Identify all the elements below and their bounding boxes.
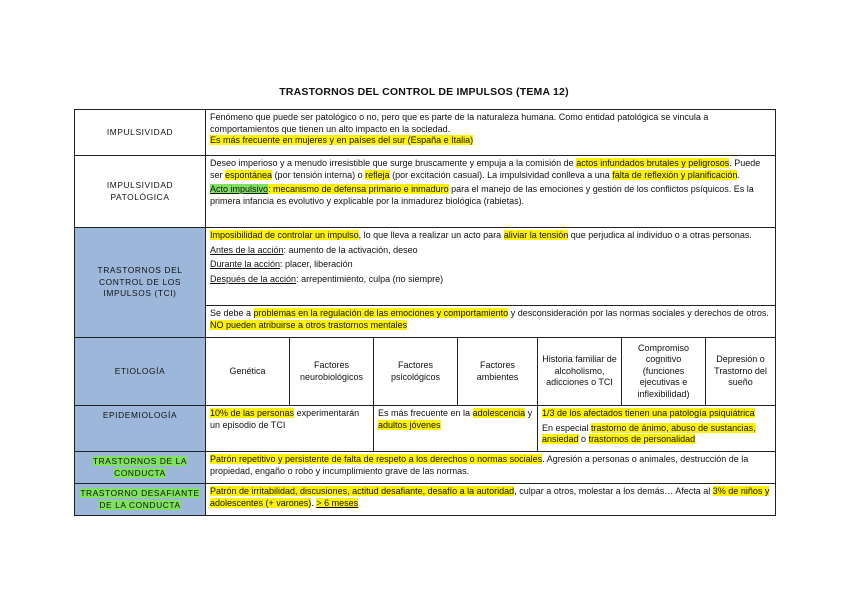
despues-label: Después de la acción [210, 273, 297, 284]
patologica-content [206, 156, 776, 228]
epidemiologia-c1 [206, 406, 374, 452]
row-etiologia [75, 338, 776, 406]
highlight: actos infundados brutales y peligrosos [576, 158, 730, 168]
text: para el manejo de las emociones y gestión de los conflictos psíquicos. Es la primera infancia es evolutivo y explicable por la inmadurez biológica (rabietas). [210, 184, 754, 206]
text: , culpar a otros, molestar a los demás… Afecta al [514, 486, 713, 496]
text: . [311, 497, 317, 508]
page-title: TRASTORNOS DEL CONTROL DE IMPULSOS (TEMA 12) [279, 86, 569, 98]
impulsividad-content [206, 110, 776, 156]
row-desafiante [75, 484, 776, 516]
text: : arrepentimiento, culpa (no siempre) [296, 273, 444, 284]
label-impulsividad-patologica [75, 156, 206, 228]
antes-label: Antes de la acción [210, 244, 284, 255]
highlight: problemas en la regulación de las emociones y comportamiento [253, 308, 509, 318]
label-line: IMPULSOS (TCI) [103, 288, 177, 299]
highlight: trastornos de personalidad [588, 434, 696, 444]
text: (por tensión interna) o [272, 169, 366, 180]
durante-label: Durante la acción [210, 259, 281, 269]
highlight: espontánea [225, 169, 273, 180]
label-line: CONDUCTA [114, 467, 166, 478]
label-etiologia: ETIOLOGÍA [75, 338, 206, 406]
row-tci [75, 228, 776, 306]
text: y desconsideración por las normas sociales y derechos de otros. [508, 308, 769, 318]
etiologia-item: Compromiso cognitivo (funciones ejecutivas e inflexibilidad) [622, 338, 706, 406]
row-epidemiologia [75, 406, 776, 452]
highlight: trastorno de ánimo, abuso de sustancias, ansiedad [542, 422, 756, 444]
etiologia-item: Factores ambientes [458, 338, 538, 406]
label-impulsividad: IMPULSIVIDAD [75, 110, 206, 156]
label-line: TRASTORNOS DE LA [92, 456, 188, 466]
text: (por excitación casual). La impulsividad conlleva a una [389, 169, 613, 180]
text: : aumento de la activación, deseo [283, 244, 418, 255]
label-conducta [75, 452, 206, 484]
desafiante-content [206, 484, 776, 516]
text: . [737, 169, 740, 180]
highlight: aliviar la tensión [503, 230, 569, 240]
text: Se debe a [210, 308, 254, 318]
highlight: 1/3 de los afectados tienen una patología psiquiátrica [542, 408, 755, 418]
row-conducta [75, 452, 776, 484]
etiologia-item: Depresión o Trastorno del sueño [706, 338, 776, 406]
impulsividad-highlight: Es más frecuente en mujeres y en países del sur (España e Italia) [210, 135, 474, 145]
text: que perjudica al individuo o a otras personas. [568, 230, 752, 240]
text: . Puede ser [210, 158, 761, 180]
label-tci [75, 228, 206, 338]
label-line: DE LA CONDUCTA [99, 499, 181, 510]
label-line: TRASTORNO DESAFIANTE [80, 488, 200, 498]
label-line: IMPULSIVIDAD [106, 180, 174, 190]
text: : placer, liberación [280, 259, 353, 269]
highlight: > 6 meses [316, 497, 359, 508]
summary-table [74, 109, 776, 516]
text: , lo que lleva a realizar un acto para [358, 230, 504, 240]
text: y [525, 408, 533, 418]
highlight: falta de reflexión y planificación [612, 169, 738, 180]
highlight: adultos jóvenes [378, 419, 441, 430]
etiologia-item: Historia familiar de alcoholismo, adicciones o TCI [538, 338, 622, 406]
green-highlight: Acto impulsivo [210, 184, 269, 194]
text: o [578, 434, 589, 444]
tci-definition [206, 228, 776, 306]
text: . Agresión a personas o animales, destrucción de la propiedad, engaño o robo y incumplimiento grave de las normas. [210, 454, 749, 476]
tci-causes [206, 306, 776, 338]
label-line: CONTROL DE LOS [98, 276, 182, 287]
highlight: Imposibilidad de controlar un impulso [210, 230, 359, 240]
label-line: PATOLÓGICA [110, 191, 170, 202]
text: Deseo imperioso y a menudo irresistible que surge bruscamente y empuja a la comisión de [210, 158, 577, 168]
highlight: adolescencia [472, 408, 526, 418]
highlight: Patrón repetitivo y persistente de falta de respeto a los derechos o normas sociales [210, 454, 543, 464]
text: experimentarán un episodio de TCI [210, 408, 360, 430]
conducta-content [206, 452, 776, 484]
etiologia-item: Factores neurobiológicos [290, 338, 374, 406]
impulsividad-text: Fenómeno que puede ser patológico o no, pero que es parte de la naturaleza humana. Como entidad patológica se vincula a comportamientos que tienen un alto impacto en la sociedad. [210, 112, 709, 134]
row-impulsividad-patologica [75, 156, 776, 228]
label-epidemiologia: EPIDEMIOLOGÍA [75, 406, 206, 452]
highlight: NO pueden atribuirse a otros trastornos mentales [210, 319, 408, 330]
highlight: 10% de las personas [210, 408, 295, 418]
etiologia-item: Factores psicológicos [374, 338, 458, 406]
highlight: refleja [365, 169, 390, 180]
text: En especial [542, 422, 592, 433]
highlight: Patrón de irritabilidad, discusiones, actitud desafiante, desafío a la autoridad [210, 486, 515, 496]
highlight: : mecanismo de defensa primario e inmaduro [268, 184, 449, 194]
label-line: TRASTORNOS DEL [97, 265, 183, 276]
epidemiologia-c3 [538, 406, 776, 452]
etiologia-item: Genética [206, 338, 290, 406]
epidemiologia-c2 [374, 406, 538, 452]
row-impulsividad [75, 110, 776, 156]
highlight: 3% de niños y adolescentes (+ varones) [210, 486, 770, 508]
label-desafiante [75, 484, 206, 516]
text: Es más frecuente en la [378, 408, 473, 418]
